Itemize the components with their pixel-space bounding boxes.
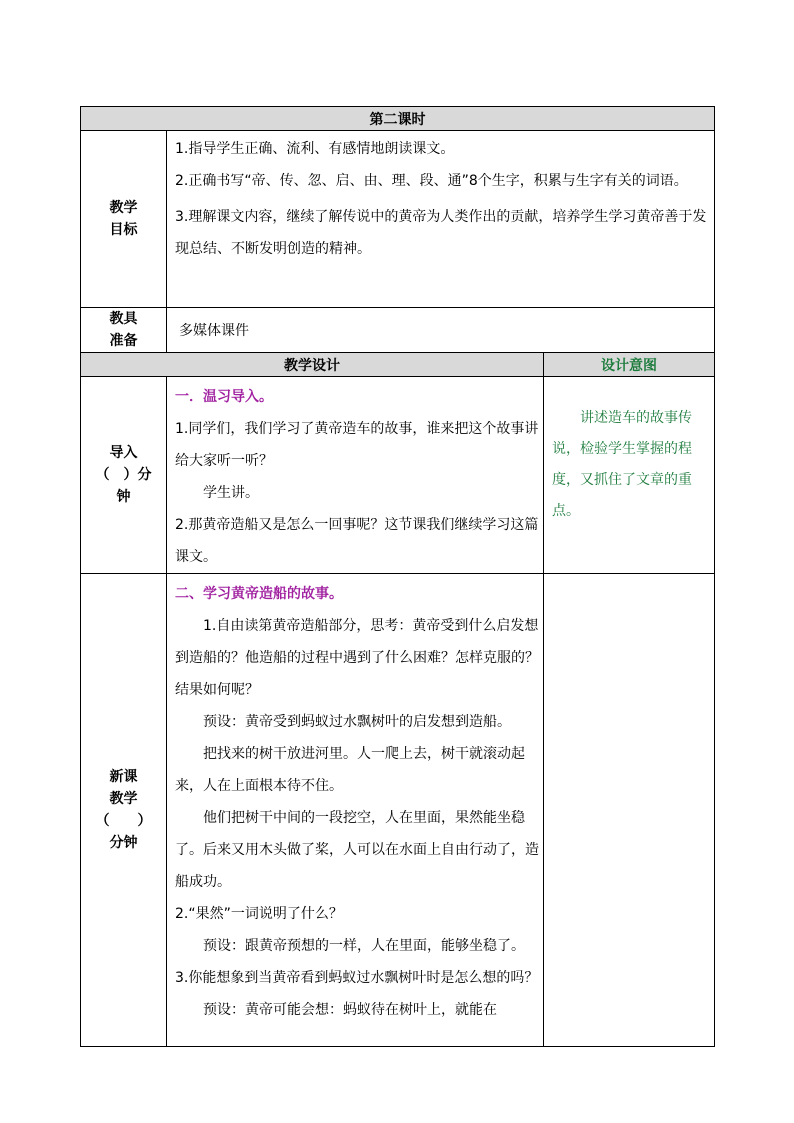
newlesson-line: 3.你能想象到当黄帝看到蚂蚁过水飘树叶时是怎么想的吗？ (175, 970, 539, 986)
lesson-plan-table (80, 106, 715, 1047)
goal-item: 2.正确书写“帝、传、忽、启、由、理、段、通”8个生字，积累与生字有关的词语。 (175, 173, 688, 189)
tools-value: 多媒体课件 (167, 308, 715, 353)
newlesson-line: 他们把树干中间的一段挖空，人在里面，果然能坐稳了。后来又用木头做了桨，人可以在水面上自由行动了，造船成功。 (175, 810, 539, 890)
design-header: 教学设计 (81, 353, 544, 377)
newlesson-line: 1.自由读第黄帝造船部分，思考：黄帝受到什么启发想到造船的？他造船的过程中遇到了什么困难？怎样克服的？结果如何呢？ (175, 618, 539, 698)
intro-intent: 讲述造车的故事传说，检验学生掌握的程度，又抓住了文章的重点。 (544, 377, 715, 574)
section-title: 第二课时 (81, 107, 715, 131)
intro-line: 2.那黄帝造船又是怎么一回事呢？这节课我们继续学习这篇课文。 (175, 517, 539, 565)
intro-line: 1.同学们，我们学习了黄帝造车的故事，谁来把这个故事讲给大家听一听？ (175, 421, 539, 469)
goals-label: 教学 目标 (81, 131, 167, 308)
goal-item: 1.指导学生正确、流利、有感情地朗读课文。 (175, 141, 455, 157)
intro-label: 导入 （ ）分 钟 (81, 377, 167, 574)
goals-content (167, 131, 715, 308)
newlesson-content (167, 574, 544, 1047)
newlesson-line: 2.“果然”一词说明了什么？ (175, 906, 343, 922)
newlesson-heading: 二、学习黄帝造船的故事。 (175, 586, 343, 602)
newlesson-line: 预设：黄帝受到蚂蚁过水飘树叶的启发想到造船。 (203, 714, 511, 730)
newlesson-label: 新课 教学 （ ） 分钟 (81, 574, 167, 1047)
newlesson-intent (544, 574, 715, 1047)
intro-content (167, 377, 544, 574)
newlesson-line: 把找来的树干放进河里。人一爬上去，树干就滚动起来，人在上面根本待不住。 (175, 746, 525, 794)
goal-item: 3.理解课文内容，继续了解传说中的黄帝为人类作出的贡献，培养学生学习黄帝善于发现总结、不断发明创造的精神。 (175, 209, 707, 257)
newlesson-line: 预设：跟黄帝预想的一样，人在里面，能够坐稳了。 (203, 938, 525, 954)
intro-heading: 一．温习导入。 (175, 389, 273, 405)
tools-label: 教具 准备 (81, 308, 167, 353)
newlesson-line: 预设：黄帝可能会想：蚂蚁待在树叶上，就能在 (203, 1002, 497, 1018)
intent-header: 设计意图 (544, 353, 715, 377)
intro-line: 学生讲。 (203, 485, 259, 501)
